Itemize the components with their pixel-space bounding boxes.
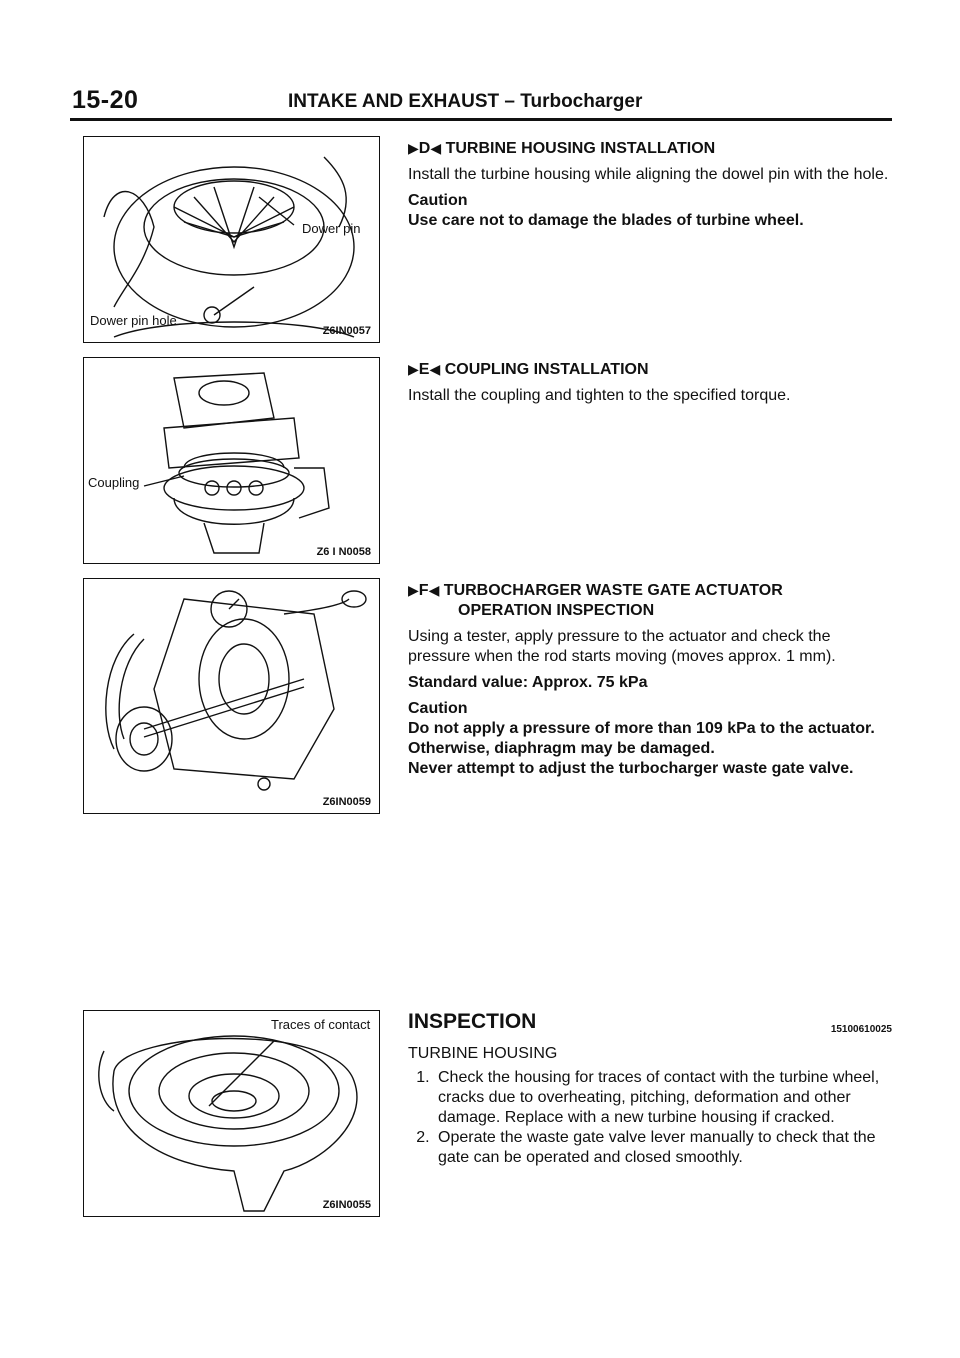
caution-text-1: Do not apply a pressure of more than 109 kPa to the actuator. [408, 720, 875, 737]
inspection-title: INSPECTION [408, 1010, 537, 1033]
label-dower-pin: Dower pin [302, 221, 361, 236]
figure-actuator-test [83, 578, 380, 814]
caution-label: Caution [408, 700, 468, 717]
inspection-subtitle: TURBINE HOUSING [408, 1045, 558, 1062]
section-heading [408, 138, 892, 159]
title-dash: – [504, 91, 515, 112]
caution-label: Caution [408, 192, 468, 209]
turbine-housing-illustration [84, 1011, 380, 1217]
label-traces-of-contact: Traces of contact [271, 1017, 371, 1032]
section-heading [408, 580, 892, 601]
figure-coupling [83, 357, 380, 564]
arrow-right-icon: ▶ [408, 361, 419, 377]
actuator-test-illustration [84, 579, 380, 814]
label-dower-pin-hole: Dower pin hole [90, 313, 177, 328]
coupling-illustration [84, 358, 380, 564]
figure-dowel-pin [83, 136, 380, 343]
heading-text-line-2: OPERATION INSPECTION [458, 602, 655, 619]
section-marker: F [418, 582, 429, 599]
section-marker: E [418, 361, 430, 378]
subsection-name: Turbocharger [520, 91, 643, 112]
arrow-left-icon: ◀ [428, 582, 440, 598]
heading-text: COUPLING INSTALLATION [444, 361, 649, 378]
caution-text-3: Never attempt to adjust the turbocharger waste gate valve. [408, 760, 854, 777]
section-heading [408, 359, 892, 380]
page-header [70, 86, 892, 120]
standard-value: Standard value: Approx. 75 kPa [408, 674, 648, 691]
body-text: Using a tester, apply pressure to the actuator and check the pressure when the rod starts moving (moves approx. 1 mm). [408, 628, 836, 665]
caution-text-2: Otherwise, diaphragm may be damaged. [408, 740, 715, 757]
section-turbine-housing-installation [408, 138, 892, 237]
body-text: Install the coupling and tighten to the specified torque. [408, 387, 791, 404]
figure-code: Z6 I N0058 [316, 546, 371, 558]
page-number: 15-20 [72, 86, 139, 114]
section-inspection [408, 1012, 892, 1168]
section-title [288, 91, 642, 113]
arrow-left-icon: ◀ [429, 361, 441, 377]
figure-turbine-housing [83, 1010, 380, 1217]
body-text: Install the turbine housing while aligning the dowel pin with the hole. [408, 166, 889, 183]
heading-text: TURBOCHARGER WASTE GATE ACTUATOR [443, 582, 783, 599]
section-marker: D [418, 140, 431, 157]
section-coupling-installation [408, 359, 892, 412]
section-waste-gate-inspection [408, 580, 892, 785]
section-name: INTAKE AND EXHAUST [288, 91, 500, 112]
figure-code: Z6IN0059 [322, 796, 371, 808]
arrow-right-icon: ▶ [408, 582, 419, 598]
inspection-code: 15100610025 [830, 1024, 892, 1035]
caution-text: Use care not to damage the blades of turbine wheel. [408, 212, 804, 229]
list-item: 1. Check the housing for traces of contact with the turbine wheel, cracks due to overheating, pitching, deformation and other damage. Replace with a new turbine housing if cracked. [434, 1068, 892, 1128]
figure-code: Z6IN0055 [322, 1199, 371, 1211]
inspection-list [408, 1068, 892, 1168]
header-rule [70, 118, 892, 121]
list-item: 2. Operate the waste gate valve lever manually to check that the gate can be operated and closed smoothly. [434, 1128, 892, 1168]
arrow-right-icon: ▶ [408, 140, 419, 156]
label-coupling: Coupling [88, 475, 140, 490]
figure-code: Z6IN0057 [322, 325, 371, 337]
heading-text: TURBINE HOUSING INSTALLATION [445, 140, 716, 157]
arrow-left-icon: ◀ [430, 140, 442, 156]
